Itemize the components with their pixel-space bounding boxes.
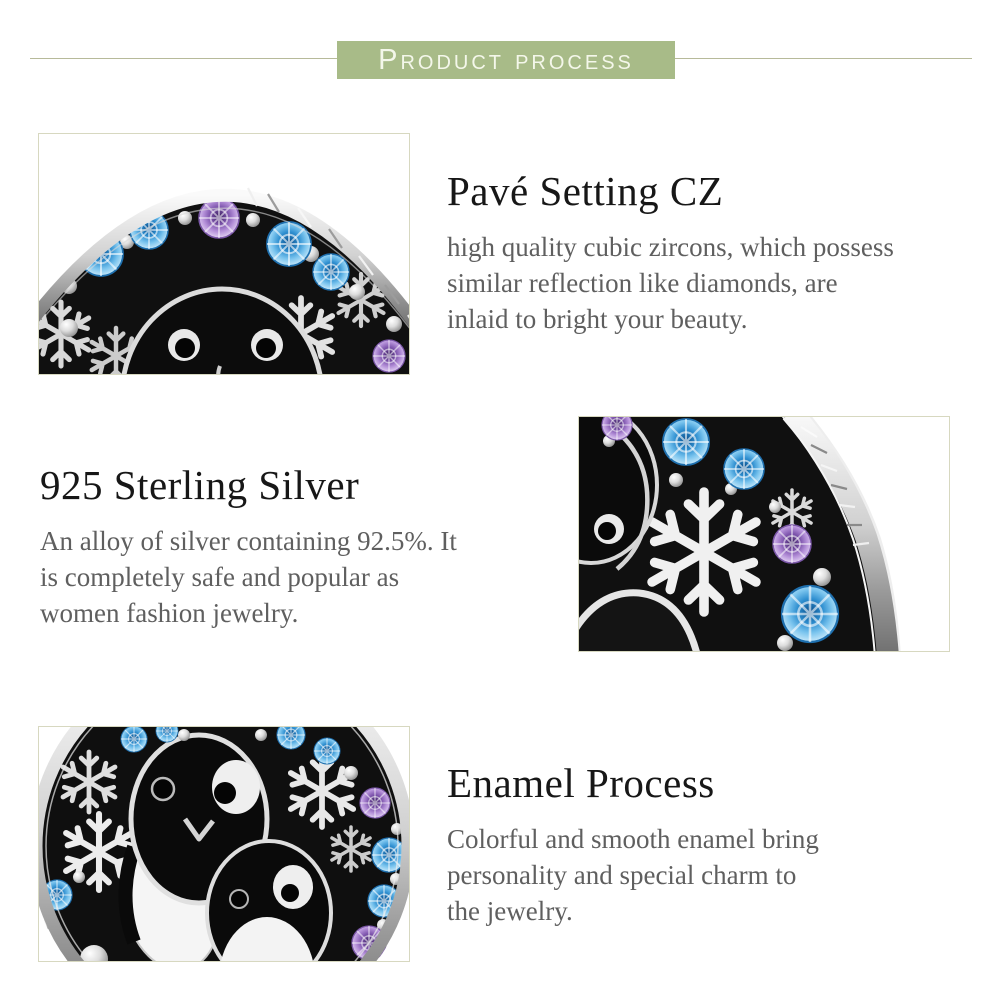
body-line: women fashion jewelry.: [40, 598, 299, 628]
cz-stone-blue-icon: [314, 738, 340, 764]
body-line: is completely safe and popular as: [40, 562, 400, 592]
cz-stone-blue-icon: [663, 419, 709, 465]
body-line: personality and special charm to: [447, 860, 797, 890]
silver-bead-icon: [60, 319, 78, 337]
silver-bead-icon: [813, 568, 831, 586]
cz-stone-blue-icon: [724, 449, 764, 489]
section-title: 925 Sterling Silver: [40, 462, 360, 508]
cz-stone-purple-icon: [199, 198, 239, 238]
charm-edge-illustration: [579, 417, 949, 651]
section-body: [40, 523, 580, 631]
page-title: Product process: [378, 44, 634, 76]
body-line: Colorful and smooth enamel bring: [447, 824, 819, 854]
charm-top-arc-illustration: [39, 134, 409, 374]
silver-bead-icon: [344, 766, 358, 780]
body-line: inlaid to bright your beauty.: [447, 304, 748, 334]
cz-stone-purple-icon: [373, 340, 405, 372]
product-photo-pave-setting: [38, 133, 410, 375]
body-line: the jewelry.: [447, 896, 573, 926]
cz-stone-blue-icon: [782, 586, 838, 642]
silver-bead-icon: [246, 213, 260, 227]
section-body: [447, 821, 987, 929]
section-pave-setting: [447, 168, 987, 337]
silver-bead-icon: [349, 284, 365, 300]
silver-bead-icon: [386, 316, 402, 332]
product-photo-enamel-process: [38, 726, 410, 962]
cz-stone-blue-icon: [121, 727, 147, 752]
penguin-baby: [207, 841, 331, 961]
section-sterling-silver: [40, 462, 580, 631]
cz-stone-blue-icon: [267, 222, 311, 266]
product-photo-sterling-silver: [578, 416, 950, 652]
section-body: [447, 229, 987, 337]
silver-bead-icon: [255, 729, 267, 741]
cz-stone-purple-icon: [360, 788, 390, 818]
body-line: similar reflection like diamonds, are: [447, 268, 838, 298]
silver-bead-icon: [669, 473, 683, 487]
header-banner: [337, 41, 675, 79]
silver-bead-icon: [777, 635, 793, 651]
cz-stone-blue-icon: [277, 727, 305, 749]
section-title: Pavé Setting CZ: [447, 168, 724, 214]
charm-front-illustration: [39, 727, 409, 961]
silver-bead-icon: [73, 871, 85, 883]
body-line: high quality cubic zircons, which possess: [447, 232, 894, 262]
body-line: An alloy of silver containing 92.5%. It: [40, 526, 457, 556]
cz-stone-blue-icon: [313, 254, 349, 290]
silver-bead-icon: [178, 729, 190, 741]
silver-bead-icon: [769, 501, 781, 513]
section-enamel-process: [447, 760, 987, 929]
cz-stone-purple-icon: [773, 525, 811, 563]
section-title: Enamel Process: [447, 760, 715, 806]
